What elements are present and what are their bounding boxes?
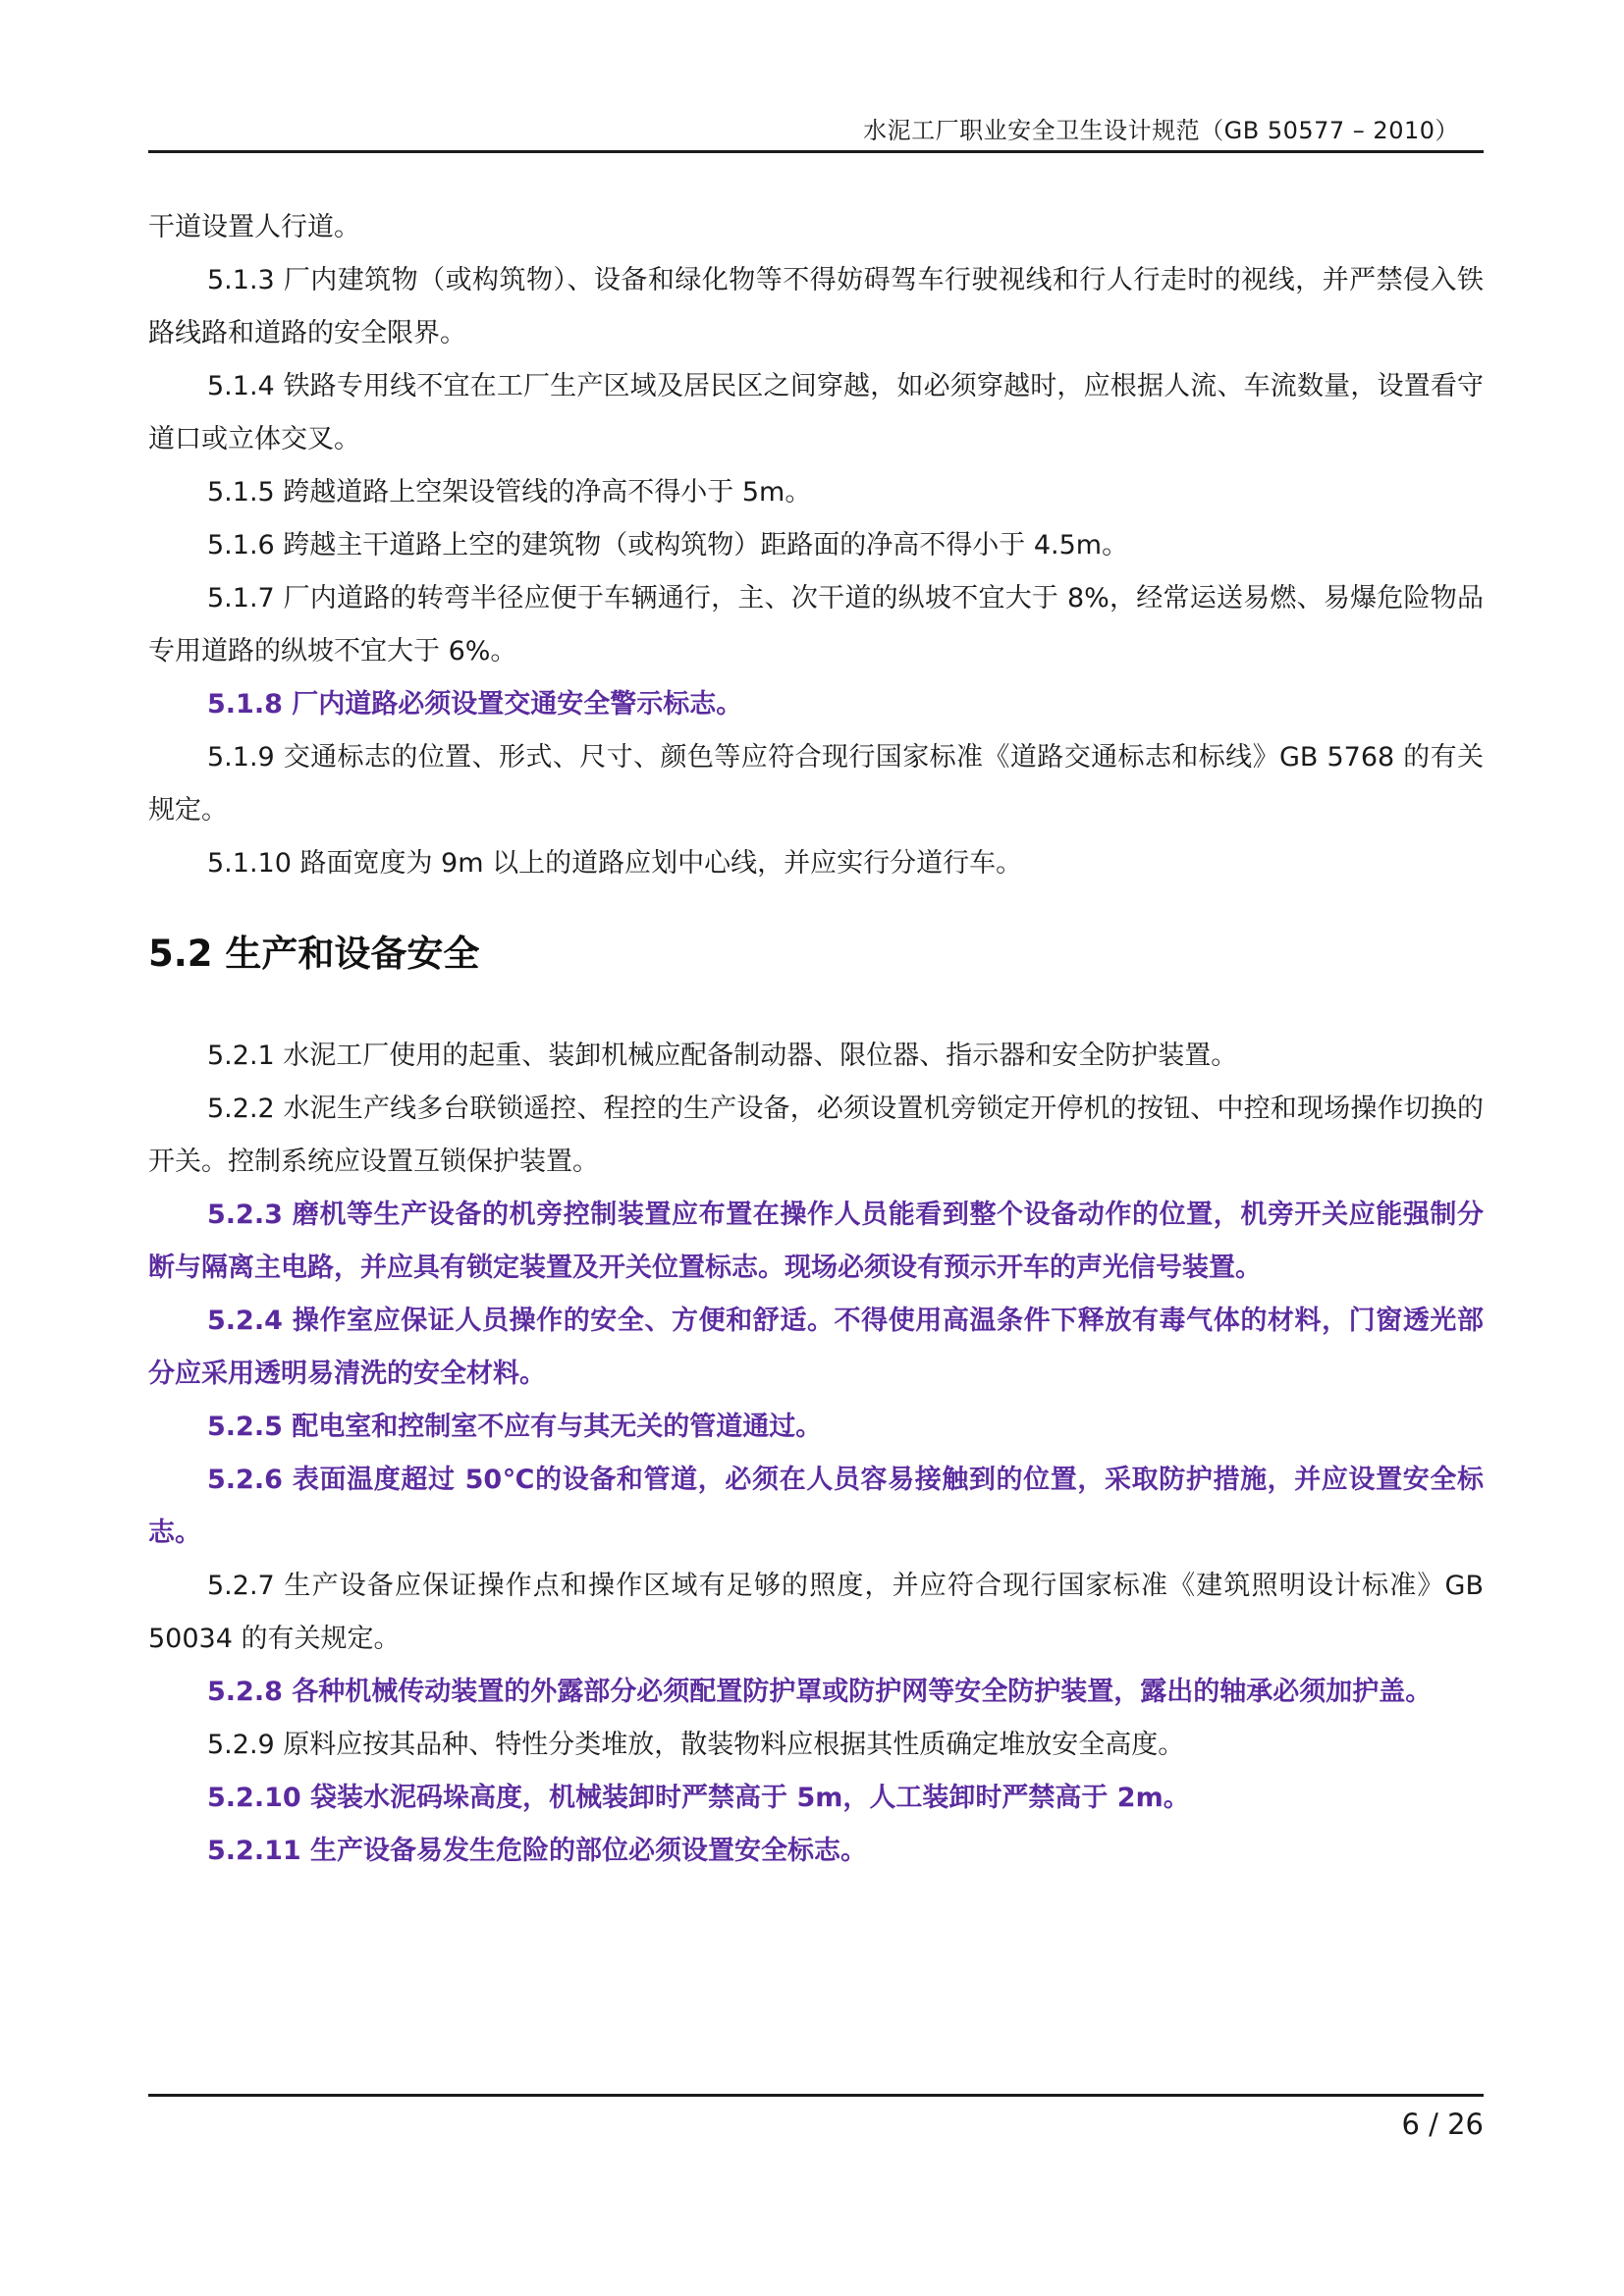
clause-5-1-4: 5.1.4 铁路专用线不宜在工厂生产区域及居民区之间穿越，如必须穿越时，应根据人流、车流数量，设置看守道口或立体交叉。 [148,371,1484,454]
clause-5-2-6: 5.2.6 表面温度超过 50℃的设备和管道，必须在人员容易接触到的位置，采取防护措施，并应设置安全标志。 [148,1465,1484,1548]
clause-5-1-5: 5.1.5 跨越道路上空架设管线的净高不得小于 5m。 [207,477,812,507]
clause-5-2-9: 5.2.9 原料应按其品种、特性分类堆放，散装物料应根据其性质确定堆放安全高度。 [207,1730,1185,1760]
clause-5-2-11: 5.2.11 生产设备易发生危险的部位必须设置安全标志。 [207,1836,868,1866]
clause-5-2-1: 5.2.1 水泥工厂使用的起重、装卸机械应配备制动器、限位器、指示器和安全防护装置。 [207,1041,1238,1071]
section-5-1-clauses [148,254,1484,890]
continued-paragraph: 干道设置人行道。 [148,212,360,242]
clause-5-2-8: 5.2.8 各种机械传动装置的外露部分必须配置防护罩或防护网等安全防护装置，露出的轴承必须加护盖。 [207,1677,1433,1707]
clause-5-2-2: 5.2.2 水泥生产线多台联锁遥控、程控的生产设备，必须设置机旁锁定开停机的按钮、中控和现场操作切换的开关。控制系统应设置互锁保护装置。 [148,1094,1484,1177]
clause-5-2-7: 5.2.7 生产设备应保证操作点和操作区域有足够的照度，并应符合现行国家标准《建筑照明设计标准》GB 50034 的有关规定。 [148,1571,1484,1654]
clause-5-1-7: 5.1.7 厂内道路的转弯半径应便于车辆通行，主、次干道的纵坡不宜大于 8%，经常运送易燃、易爆危险物品专用道路的纵坡不宜大于 6%。 [148,583,1484,667]
clause-5-2-10: 5.2.10 袋装水泥码垛高度，机械装卸时严禁高于 5m，人工装卸时严禁高于 2m。 [207,1783,1190,1813]
clause-5-1-6: 5.1.6 跨越主干道路上空的建筑物（或构筑物）距路面的净高不得小于 4.5m。 [207,530,1129,561]
clause-5-1-8: 5.1.8 厂内道路必须设置交通安全警示标志。 [207,689,743,720]
clause-5-2-3: 5.2.3 磨机等生产设备的机旁控制装置应布置在操作人员能看到整个设备动作的位置，机旁开关应能强制分断与隔离主电路，并应具有锁定装置及开关位置标志。现场必须设有预示开车的声光信号装置。 [148,1200,1484,1283]
clause-5-1-10: 5.1.10 路面宽度为 9m 以上的道路应划中心线，并应实行分道行车。 [207,848,1023,879]
section-heading-5-2: 5.2 生产和设备安全 [148,933,480,975]
clause-5-2-5: 5.2.5 配电室和控制室不应有与其无关的管道通过。 [207,1412,823,1442]
header-divider [148,150,1484,153]
clause-5-2-4: 5.2.4 操作室应保证人员操作的安全、方便和舒适。不得使用高温条件下释放有毒气体的材料，门窗透光部分应采用透明易清洗的安全材料。 [148,1306,1484,1389]
section-5-2-clauses [148,1030,1484,1878]
clause-5-1-3: 5.1.3 厂内建筑物（或构筑物）、设备和绿化物等不得妨碍驾车行驶视线和行人行走时的视线，并严禁侵入铁路线路和道路的安全限界。 [148,265,1484,348]
running-header-title: 水泥工厂职业安全卫生设计规范（GB 50577 – 2010） [863,117,1459,144]
footer-divider [148,2094,1484,2097]
page-body [148,201,1484,1878]
page-number: 6 / 26 [1401,2108,1484,2141]
clause-5-1-9: 5.1.9 交通标志的位置、形式、尺寸、颜色等应符合现行国家标准《道路交通标志和标线》GB 5768 的有关规定。 [148,742,1484,826]
